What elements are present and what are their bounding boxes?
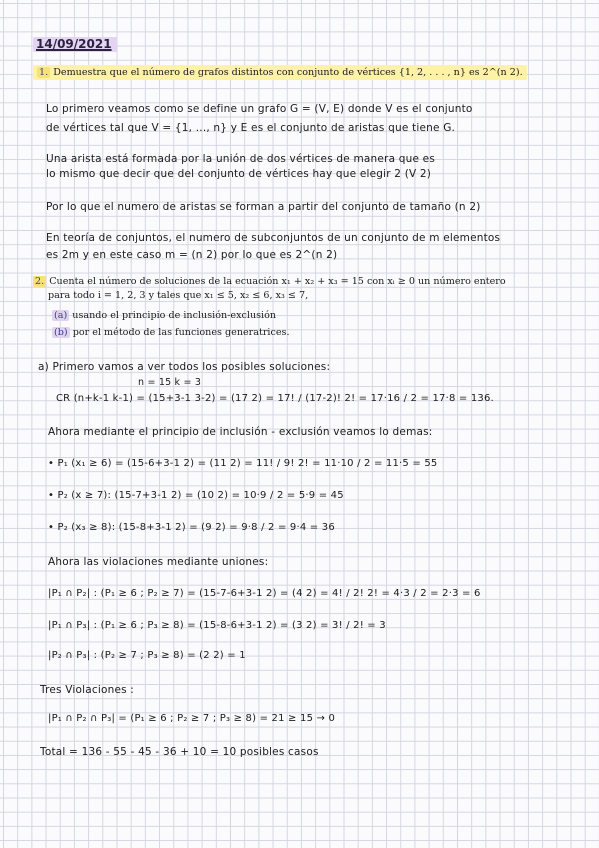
problem-2-number: 2. [35,276,45,287]
problem-2-text-1: Cuenta el número de soluciones de la ecuación x₁ + x₂ + x₃ = 15 con xᵢ ≥ 0 un número entero [49,276,506,287]
problem-2-option-b [52,327,290,338]
answer-2-p3: • P₂ (x₃ ≥ 8): (15-8+3-1 2) = (9 2) = 9·8 / 2 = 9·4 = 36 [48,522,335,533]
answer-1-line-3: Una arista está formada por la unión de dos vértices de manera que es [46,153,435,165]
option-b-text: por el método de las funciones generatrices. [72,327,290,338]
answer-2-params: n = 15 k = 3 [138,377,202,388]
answer-1-line-5: Por lo que el numero de aristas se forman a partir del conjunto de tamaño (n 2) [46,201,481,213]
problem-2-line-2: para todo i = 1, 2, 3 y tales que x₁ ≤ 5, x₂ ≤ 6, x₃ ≤ 7, [48,290,309,301]
answer-2-cr: CR (n+k-1 k-1) = (15+3-1 3-2) = (17 2) = 17! / (17-2)! 2! = 17·16 / 2 = 17·8 = 136. [56,393,494,404]
answer-2-u12: |P₁ ∩ P₂| : (P₁ ≥ 6 ; P₂ ≥ 7) = (15-7-6+3-1 2) = (4 2) = 4! / 2! 2! = 4·3 / 2 = 2·3 = 6 [48,588,481,599]
answer-2-unions-title: Ahora las violaciones mediante uniones: [48,556,269,568]
answer-1-line-1: Lo primero veamos como se define un grafo G = (V, E) donde V es el conjunto [46,103,473,115]
problem-2-line-1 [33,276,506,287]
answer-1-line-6: En teoría de conjuntos, el numero de subconjuntos de un conjunto de m elementos [46,232,501,244]
answer-2-p2: • P₂ (x ≥ 7): (15-7+3-1 2) = (10 2) = 10·9 / 2 = 5·9 = 45 [48,490,344,501]
answer-2-tres-title: Tres Violaciones : [40,684,135,696]
answer-1-line-7: es 2m y en este caso m = (n 2) por lo que es 2^(n 2) [46,249,338,261]
option-a-letter: (a) [54,310,68,321]
answer-2-intro: a) Primero vamos a ver todos los posibles soluciones: [38,361,331,373]
answer-1-line-4: lo mismo que decir que del conjunto de vértices hay que elegir 2 (V 2) [46,168,432,180]
answer-2-u23: |P₂ ∩ P₃| : (P₂ ≥ 7 ; P₃ ≥ 8) = (2 2) = 1 [48,650,246,661]
answer-2-total: Total = 136 - 55 - 45 - 36 + 10 = 10 posibles casos [40,746,319,758]
answer-2-p1: • P₁ (x₁ ≥ 6) = (15-6+3-1 2) = (11 2) = 11! / 9! 2! = 11·10 / 2 = 11·5 = 55 [48,458,438,469]
problem-1-highlight [33,65,527,80]
answer-2-u13: |P₁ ∩ P₃| : (P₁ ≥ 6 ; P₃ ≥ 8) = (15-8-6+3-1 2) = (3 2) = 3! / 2! = 3 [48,620,386,631]
problem-2-option-a [52,310,276,321]
problem-1-number: 1. [39,67,49,78]
answer-2-u123: |P₁ ∩ P₂ ∩ P₃| = (P₁ ≥ 6 ; P₂ ≥ 7 ; P₃ ≥ 8) = 21 ≥ 15 → 0 [48,713,336,724]
answer-2-inclusion-title: Ahora mediante el principio de inclusión - exclusión veamos lo demas: [48,426,433,438]
problem-1 [33,67,527,78]
option-a-text: usando el principio de inclusión-exclusión [72,310,277,321]
problem-1-statement: Demuestra que el número de grafos distintos con conjunto de vértices {1, 2, . . . , n} es 2^(n 2). [53,67,523,78]
date-heading: 14/09/2021 [33,37,117,52]
option-b-letter: (b) [54,327,68,338]
answer-1-line-2: de vértices tal que V = {1, ..., n} y E es el conjunto de aristas que tiene G. [46,122,456,134]
